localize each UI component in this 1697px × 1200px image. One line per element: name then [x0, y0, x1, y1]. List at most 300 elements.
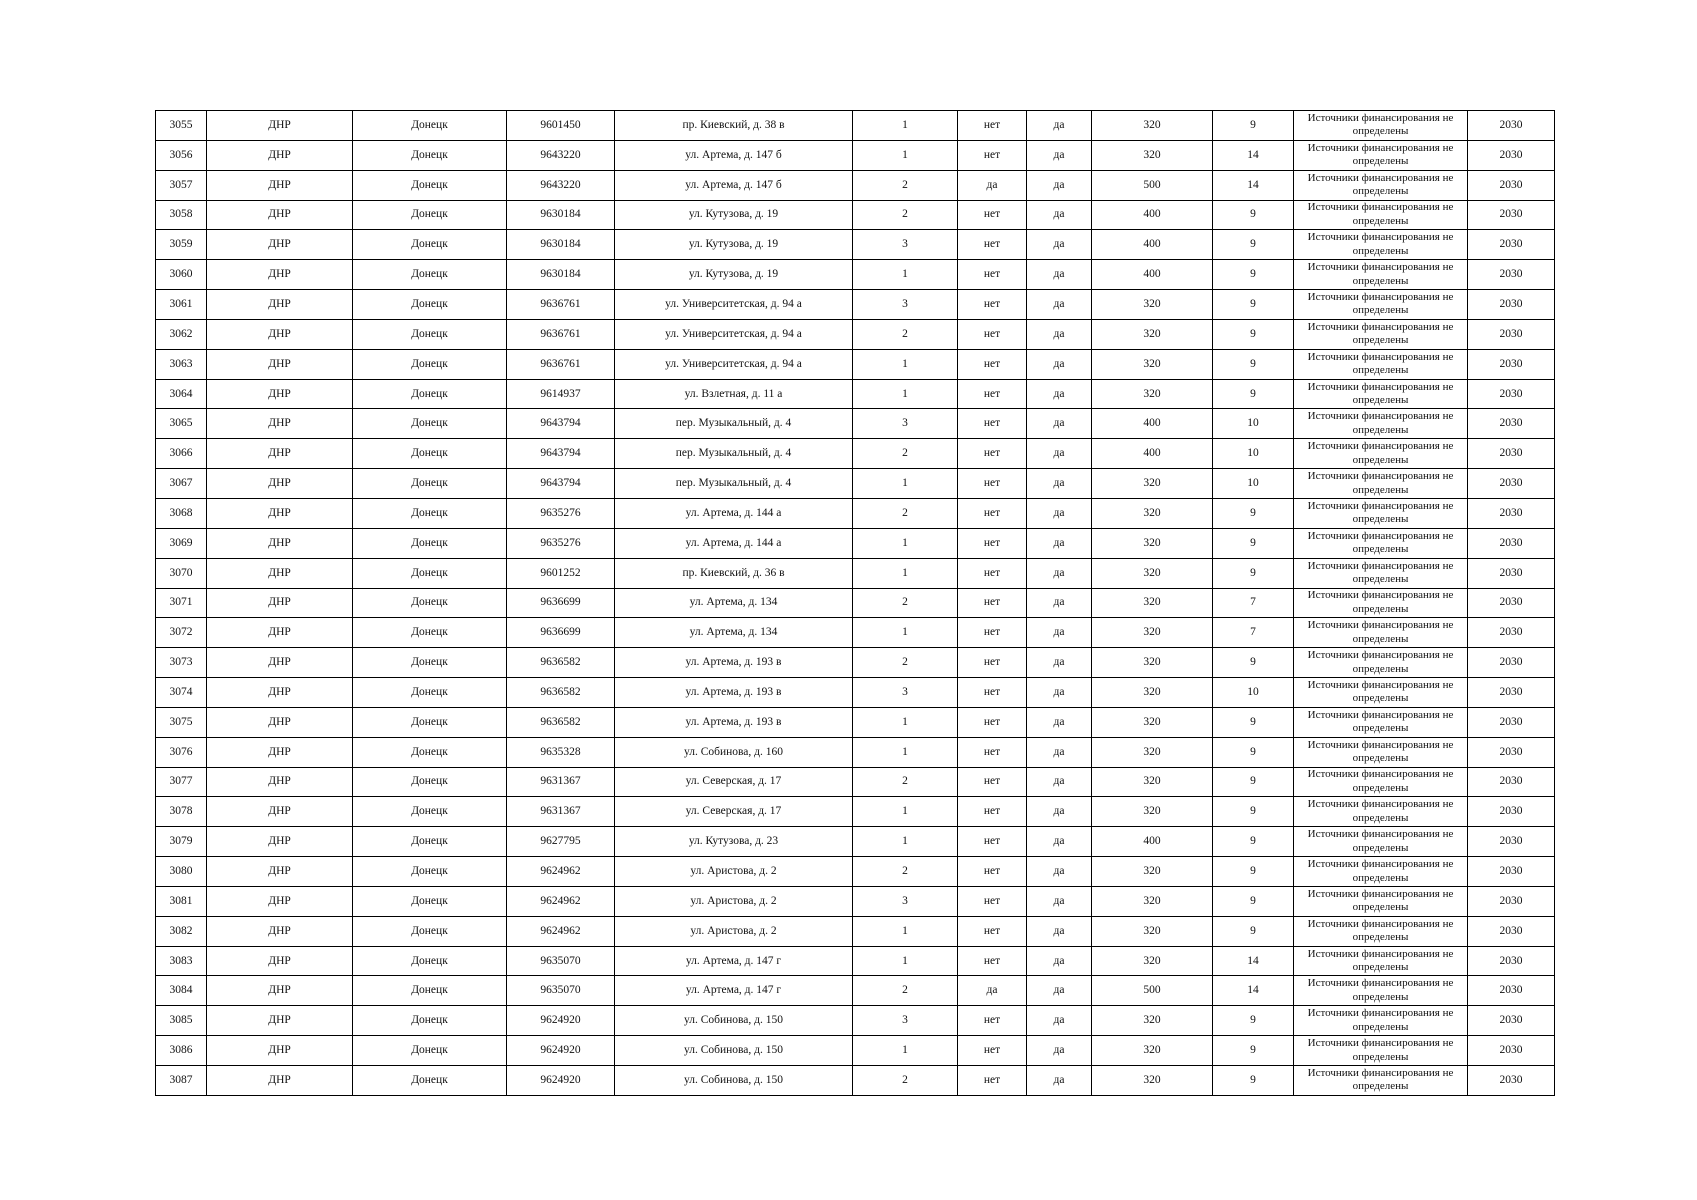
- flag-b-cell: да: [1027, 1036, 1092, 1066]
- funding-cell: Источники финансирования не определены: [1294, 827, 1468, 857]
- code-cell: 9635276: [507, 528, 615, 558]
- term-cell: 10: [1213, 678, 1294, 708]
- code-cell: 9636699: [507, 618, 615, 648]
- term-cell: 14: [1213, 140, 1294, 170]
- flag-b-cell: да: [1027, 469, 1092, 499]
- flag-b-cell: да: [1027, 976, 1092, 1006]
- funding-cell: Источники финансирования не определены: [1294, 797, 1468, 827]
- funding-cell: Источники финансирования не определены: [1294, 707, 1468, 737]
- address-cell: ул. Артема, д. 147 г: [615, 976, 853, 1006]
- year-cell: 2030: [1468, 1006, 1555, 1036]
- code-cell: 9643220: [507, 140, 615, 170]
- count-cell: 2: [853, 976, 958, 1006]
- region-cell: ДНР: [207, 170, 353, 200]
- term-cell: 7: [1213, 588, 1294, 618]
- value-cell: 320: [1092, 797, 1213, 827]
- count-cell: 3: [853, 230, 958, 260]
- year-cell: 2030: [1468, 618, 1555, 648]
- row-number-cell: 3058: [156, 200, 207, 230]
- flag-a-cell: да: [958, 170, 1027, 200]
- address-cell: ул. Артема, д. 147 б: [615, 170, 853, 200]
- flag-b-cell: да: [1027, 618, 1092, 648]
- flag-b-cell: да: [1027, 200, 1092, 230]
- funding-cell: Источники финансирования не определены: [1294, 140, 1468, 170]
- value-cell: 400: [1092, 260, 1213, 290]
- term-cell: 9: [1213, 230, 1294, 260]
- table-row: [156, 469, 1555, 499]
- flag-a-cell: нет: [958, 1036, 1027, 1066]
- region-cell: ДНР: [207, 140, 353, 170]
- count-cell: 3: [853, 409, 958, 439]
- address-cell: ул. Артема, д. 144 а: [615, 528, 853, 558]
- city-cell: Донецк: [353, 469, 507, 499]
- flag-b-cell: да: [1027, 857, 1092, 887]
- funding-cell: Источники финансирования не определены: [1294, 290, 1468, 320]
- flag-a-cell: нет: [958, 469, 1027, 499]
- value-cell: 320: [1092, 886, 1213, 916]
- year-cell: 2030: [1468, 946, 1555, 976]
- city-cell: Донецк: [353, 618, 507, 648]
- value-cell: 400: [1092, 230, 1213, 260]
- flag-a-cell: нет: [958, 230, 1027, 260]
- flag-a-cell: нет: [958, 767, 1027, 797]
- table-row: [156, 439, 1555, 469]
- region-cell: ДНР: [207, 857, 353, 887]
- value-cell: 320: [1092, 1036, 1213, 1066]
- table-body: [156, 111, 1555, 1096]
- flag-b-cell: да: [1027, 707, 1092, 737]
- code-cell: 9630184: [507, 230, 615, 260]
- region-cell: ДНР: [207, 707, 353, 737]
- count-cell: 3: [853, 886, 958, 916]
- flag-a-cell: нет: [958, 886, 1027, 916]
- table-row: [156, 916, 1555, 946]
- flag-b-cell: да: [1027, 170, 1092, 200]
- funding-cell: Источники финансирования не определены: [1294, 1006, 1468, 1036]
- flag-a-cell: нет: [958, 618, 1027, 648]
- term-cell: 9: [1213, 857, 1294, 887]
- row-number-cell: 3067: [156, 469, 207, 499]
- city-cell: Донецк: [353, 916, 507, 946]
- code-cell: 9636699: [507, 588, 615, 618]
- value-cell: 320: [1092, 111, 1213, 141]
- value-cell: 320: [1092, 1066, 1213, 1096]
- count-cell: 1: [853, 916, 958, 946]
- address-cell: ул. Артема, д. 147 г: [615, 946, 853, 976]
- count-cell: 1: [853, 707, 958, 737]
- funding-cell: Источники финансирования не определены: [1294, 618, 1468, 648]
- funding-cell: Источники финансирования не определены: [1294, 349, 1468, 379]
- region-cell: ДНР: [207, 886, 353, 916]
- address-cell: пер. Музыкальный, д. 4: [615, 469, 853, 499]
- code-cell: 9636582: [507, 648, 615, 678]
- row-number-cell: 3057: [156, 170, 207, 200]
- term-cell: 14: [1213, 946, 1294, 976]
- term-cell: 14: [1213, 976, 1294, 1006]
- table-row: [156, 528, 1555, 558]
- flag-a-cell: нет: [958, 200, 1027, 230]
- year-cell: 2030: [1468, 588, 1555, 618]
- address-cell: ул. Аристова, д. 2: [615, 886, 853, 916]
- count-cell: 1: [853, 379, 958, 409]
- flag-b-cell: да: [1027, 230, 1092, 260]
- term-cell: 9: [1213, 827, 1294, 857]
- count-cell: 3: [853, 1006, 958, 1036]
- year-cell: 2030: [1468, 469, 1555, 499]
- funding-cell: Источники финансирования не определены: [1294, 1036, 1468, 1066]
- table-row: [156, 648, 1555, 678]
- funding-cell: Источники финансирования не определены: [1294, 737, 1468, 767]
- funding-cell: Источники финансирования не определены: [1294, 946, 1468, 976]
- count-cell: 3: [853, 290, 958, 320]
- address-cell: ул. Собинова, д. 150: [615, 1036, 853, 1066]
- city-cell: Донецк: [353, 409, 507, 439]
- region-cell: ДНР: [207, 111, 353, 141]
- term-cell: 9: [1213, 707, 1294, 737]
- region-cell: ДНР: [207, 558, 353, 588]
- value-cell: 320: [1092, 767, 1213, 797]
- value-cell: 400: [1092, 827, 1213, 857]
- flag-a-cell: нет: [958, 528, 1027, 558]
- address-cell: ул. Аристова, д. 2: [615, 916, 853, 946]
- city-cell: Донецк: [353, 857, 507, 887]
- value-cell: 500: [1092, 976, 1213, 1006]
- term-cell: 10: [1213, 409, 1294, 439]
- value-cell: 320: [1092, 528, 1213, 558]
- city-cell: Донецк: [353, 111, 507, 141]
- address-cell: ул. Артема, д. 134: [615, 618, 853, 648]
- region-cell: ДНР: [207, 319, 353, 349]
- region-cell: ДНР: [207, 767, 353, 797]
- table-row: [156, 319, 1555, 349]
- funding-cell: Источники финансирования не определены: [1294, 170, 1468, 200]
- count-cell: 2: [853, 648, 958, 678]
- year-cell: 2030: [1468, 857, 1555, 887]
- year-cell: 2030: [1468, 767, 1555, 797]
- term-cell: 9: [1213, 290, 1294, 320]
- city-cell: Донецк: [353, 946, 507, 976]
- flag-a-cell: нет: [958, 648, 1027, 678]
- row-number-cell: 3087: [156, 1066, 207, 1096]
- value-cell: 320: [1092, 916, 1213, 946]
- value-cell: 500: [1092, 170, 1213, 200]
- row-number-cell: 3073: [156, 648, 207, 678]
- code-cell: 9627795: [507, 827, 615, 857]
- funding-cell: Источники финансирования не определены: [1294, 469, 1468, 499]
- flag-b-cell: да: [1027, 797, 1092, 827]
- row-number-cell: 3064: [156, 379, 207, 409]
- term-cell: 10: [1213, 439, 1294, 469]
- flag-a-cell: нет: [958, 140, 1027, 170]
- region-cell: ДНР: [207, 976, 353, 1006]
- address-cell: ул. Кутузова, д. 23: [615, 827, 853, 857]
- flag-b-cell: да: [1027, 916, 1092, 946]
- row-number-cell: 3066: [156, 439, 207, 469]
- value-cell: 320: [1092, 558, 1213, 588]
- region-cell: ДНР: [207, 379, 353, 409]
- year-cell: 2030: [1468, 111, 1555, 141]
- value-cell: 320: [1092, 379, 1213, 409]
- code-cell: 9624962: [507, 916, 615, 946]
- value-cell: 320: [1092, 648, 1213, 678]
- address-cell: ул. Северская, д. 17: [615, 797, 853, 827]
- count-cell: 2: [853, 498, 958, 528]
- address-cell: ул. Собинова, д. 150: [615, 1006, 853, 1036]
- region-cell: ДНР: [207, 827, 353, 857]
- flag-b-cell: да: [1027, 558, 1092, 588]
- city-cell: Донецк: [353, 290, 507, 320]
- term-cell: 9: [1213, 379, 1294, 409]
- code-cell: 9631367: [507, 797, 615, 827]
- flag-b-cell: да: [1027, 260, 1092, 290]
- city-cell: Донецк: [353, 260, 507, 290]
- count-cell: 2: [853, 588, 958, 618]
- city-cell: Донецк: [353, 319, 507, 349]
- region-cell: ДНР: [207, 230, 353, 260]
- count-cell: 1: [853, 469, 958, 499]
- flag-a-cell: нет: [958, 797, 1027, 827]
- term-cell: 9: [1213, 1066, 1294, 1096]
- city-cell: Донецк: [353, 558, 507, 588]
- flag-a-cell: нет: [958, 678, 1027, 708]
- count-cell: 1: [853, 140, 958, 170]
- table-row: [156, 409, 1555, 439]
- address-cell: ул. Артема, д. 134: [615, 588, 853, 618]
- year-cell: 2030: [1468, 737, 1555, 767]
- flag-b-cell: да: [1027, 319, 1092, 349]
- count-cell: 2: [853, 767, 958, 797]
- row-number-cell: 3069: [156, 528, 207, 558]
- flag-a-cell: нет: [958, 379, 1027, 409]
- city-cell: Донецк: [353, 170, 507, 200]
- address-cell: ул. Артема, д. 193 в: [615, 648, 853, 678]
- funding-cell: Источники финансирования не определены: [1294, 528, 1468, 558]
- flag-b-cell: да: [1027, 528, 1092, 558]
- table-row: [156, 230, 1555, 260]
- value-cell: 320: [1092, 737, 1213, 767]
- code-cell: 9601252: [507, 558, 615, 588]
- table-row: [156, 976, 1555, 1006]
- row-number-cell: 3082: [156, 916, 207, 946]
- value-cell: 400: [1092, 439, 1213, 469]
- row-number-cell: 3086: [156, 1036, 207, 1066]
- code-cell: 9624920: [507, 1066, 615, 1096]
- count-cell: 1: [853, 260, 958, 290]
- count-cell: 2: [853, 319, 958, 349]
- flag-b-cell: да: [1027, 409, 1092, 439]
- funding-cell: Источники финансирования не определены: [1294, 916, 1468, 946]
- code-cell: 9643794: [507, 439, 615, 469]
- row-number-cell: 3085: [156, 1006, 207, 1036]
- count-cell: 1: [853, 618, 958, 648]
- flag-a-cell: нет: [958, 707, 1027, 737]
- row-number-cell: 3059: [156, 230, 207, 260]
- value-cell: 320: [1092, 1006, 1213, 1036]
- region-cell: ДНР: [207, 648, 353, 678]
- value-cell: 320: [1092, 588, 1213, 618]
- code-cell: 9636582: [507, 678, 615, 708]
- city-cell: Донецк: [353, 349, 507, 379]
- region-cell: ДНР: [207, 1066, 353, 1096]
- table-row: [156, 857, 1555, 887]
- flag-a-cell: нет: [958, 1006, 1027, 1036]
- funding-cell: Источники финансирования не определены: [1294, 111, 1468, 141]
- term-cell: 9: [1213, 1006, 1294, 1036]
- table-row: [156, 797, 1555, 827]
- flag-b-cell: да: [1027, 588, 1092, 618]
- term-cell: 9: [1213, 797, 1294, 827]
- funding-cell: Источники финансирования не определены: [1294, 767, 1468, 797]
- funding-cell: Источники финансирования не определены: [1294, 200, 1468, 230]
- value-cell: 400: [1092, 200, 1213, 230]
- count-cell: 3: [853, 678, 958, 708]
- term-cell: 9: [1213, 558, 1294, 588]
- code-cell: 9630184: [507, 200, 615, 230]
- value-cell: 320: [1092, 678, 1213, 708]
- table-row: [156, 558, 1555, 588]
- flag-a-cell: нет: [958, 439, 1027, 469]
- address-cell: ул. Северская, д. 17: [615, 767, 853, 797]
- year-cell: 2030: [1468, 558, 1555, 588]
- flag-b-cell: да: [1027, 379, 1092, 409]
- funding-cell: Источники финансирования не определены: [1294, 379, 1468, 409]
- row-number-cell: 3071: [156, 588, 207, 618]
- year-cell: 2030: [1468, 319, 1555, 349]
- count-cell: 1: [853, 946, 958, 976]
- city-cell: Донецк: [353, 498, 507, 528]
- city-cell: Донецк: [353, 140, 507, 170]
- table-row: [156, 737, 1555, 767]
- region-cell: ДНР: [207, 1006, 353, 1036]
- count-cell: 2: [853, 170, 958, 200]
- data-table: [155, 110, 1555, 1096]
- code-cell: 9643220: [507, 170, 615, 200]
- term-cell: 9: [1213, 200, 1294, 230]
- row-number-cell: 3060: [156, 260, 207, 290]
- table-row: [156, 1066, 1555, 1096]
- value-cell: 320: [1092, 946, 1213, 976]
- code-cell: 9643794: [507, 469, 615, 499]
- region-cell: ДНР: [207, 349, 353, 379]
- region-cell: ДНР: [207, 588, 353, 618]
- table-row: [156, 767, 1555, 797]
- funding-cell: Источники финансирования не определены: [1294, 409, 1468, 439]
- row-number-cell: 3062: [156, 319, 207, 349]
- row-number-cell: 3081: [156, 886, 207, 916]
- city-cell: Донецк: [353, 588, 507, 618]
- year-cell: 2030: [1468, 200, 1555, 230]
- address-cell: ул. Университетская, д. 94 а: [615, 349, 853, 379]
- row-number-cell: 3068: [156, 498, 207, 528]
- row-number-cell: 3080: [156, 857, 207, 887]
- flag-a-cell: нет: [958, 349, 1027, 379]
- address-cell: ул. Артема, д. 144 а: [615, 498, 853, 528]
- flag-a-cell: нет: [958, 260, 1027, 290]
- table-row: [156, 946, 1555, 976]
- year-cell: 2030: [1468, 409, 1555, 439]
- row-number-cell: 3076: [156, 737, 207, 767]
- table-row: [156, 1006, 1555, 1036]
- code-cell: 9624920: [507, 1036, 615, 1066]
- year-cell: 2030: [1468, 827, 1555, 857]
- address-cell: пр. Киевский, д. 38 в: [615, 111, 853, 141]
- city-cell: Донецк: [353, 707, 507, 737]
- row-number-cell: 3056: [156, 140, 207, 170]
- funding-cell: Источники финансирования не определены: [1294, 230, 1468, 260]
- table-row: [156, 111, 1555, 141]
- code-cell: 9636761: [507, 319, 615, 349]
- row-number-cell: 3061: [156, 290, 207, 320]
- region-cell: ДНР: [207, 409, 353, 439]
- code-cell: 9635328: [507, 737, 615, 767]
- address-cell: ул. Взлетная, д. 11 а: [615, 379, 853, 409]
- year-cell: 2030: [1468, 439, 1555, 469]
- flag-a-cell: да: [958, 976, 1027, 1006]
- row-number-cell: 3075: [156, 707, 207, 737]
- year-cell: 2030: [1468, 290, 1555, 320]
- city-cell: Донецк: [353, 827, 507, 857]
- address-cell: ул. Артема, д. 193 в: [615, 707, 853, 737]
- code-cell: 9636582: [507, 707, 615, 737]
- table-row: [156, 678, 1555, 708]
- row-number-cell: 3063: [156, 349, 207, 379]
- funding-cell: Источники финансирования не определены: [1294, 857, 1468, 887]
- term-cell: 9: [1213, 319, 1294, 349]
- term-cell: 7: [1213, 618, 1294, 648]
- funding-cell: Источники финансирования не определены: [1294, 886, 1468, 916]
- funding-cell: Источники финансирования не определены: [1294, 439, 1468, 469]
- year-cell: 2030: [1468, 140, 1555, 170]
- value-cell: 320: [1092, 618, 1213, 648]
- term-cell: 9: [1213, 349, 1294, 379]
- region-cell: ДНР: [207, 439, 353, 469]
- year-cell: 2030: [1468, 528, 1555, 558]
- address-cell: пер. Музыкальный, д. 4: [615, 409, 853, 439]
- city-cell: Донецк: [353, 678, 507, 708]
- funding-cell: Источники финансирования не определены: [1294, 678, 1468, 708]
- region-cell: ДНР: [207, 290, 353, 320]
- row-number-cell: 3055: [156, 111, 207, 141]
- table-row: [156, 827, 1555, 857]
- year-cell: 2030: [1468, 1066, 1555, 1096]
- code-cell: 9631367: [507, 767, 615, 797]
- table-row: [156, 1036, 1555, 1066]
- address-cell: ул. Собинова, д. 160: [615, 737, 853, 767]
- flag-b-cell: да: [1027, 498, 1092, 528]
- funding-cell: Источники финансирования не определены: [1294, 1066, 1468, 1096]
- table-row: [156, 886, 1555, 916]
- city-cell: Донецк: [353, 976, 507, 1006]
- count-cell: 1: [853, 1036, 958, 1066]
- row-number-cell: 3077: [156, 767, 207, 797]
- funding-cell: Источники финансирования не определены: [1294, 588, 1468, 618]
- code-cell: 9630184: [507, 260, 615, 290]
- region-cell: ДНР: [207, 469, 353, 499]
- funding-cell: Источники финансирования не определены: [1294, 319, 1468, 349]
- flag-b-cell: да: [1027, 737, 1092, 767]
- year-cell: 2030: [1468, 1036, 1555, 1066]
- code-cell: 9635276: [507, 498, 615, 528]
- row-number-cell: 3070: [156, 558, 207, 588]
- year-cell: 2030: [1468, 648, 1555, 678]
- value-cell: 320: [1092, 857, 1213, 887]
- funding-cell: Источники финансирования не определены: [1294, 260, 1468, 290]
- region-cell: ДНР: [207, 498, 353, 528]
- term-cell: 9: [1213, 648, 1294, 678]
- flag-b-cell: да: [1027, 111, 1092, 141]
- table-row: [156, 260, 1555, 290]
- address-cell: ул. Аристова, д. 2: [615, 857, 853, 887]
